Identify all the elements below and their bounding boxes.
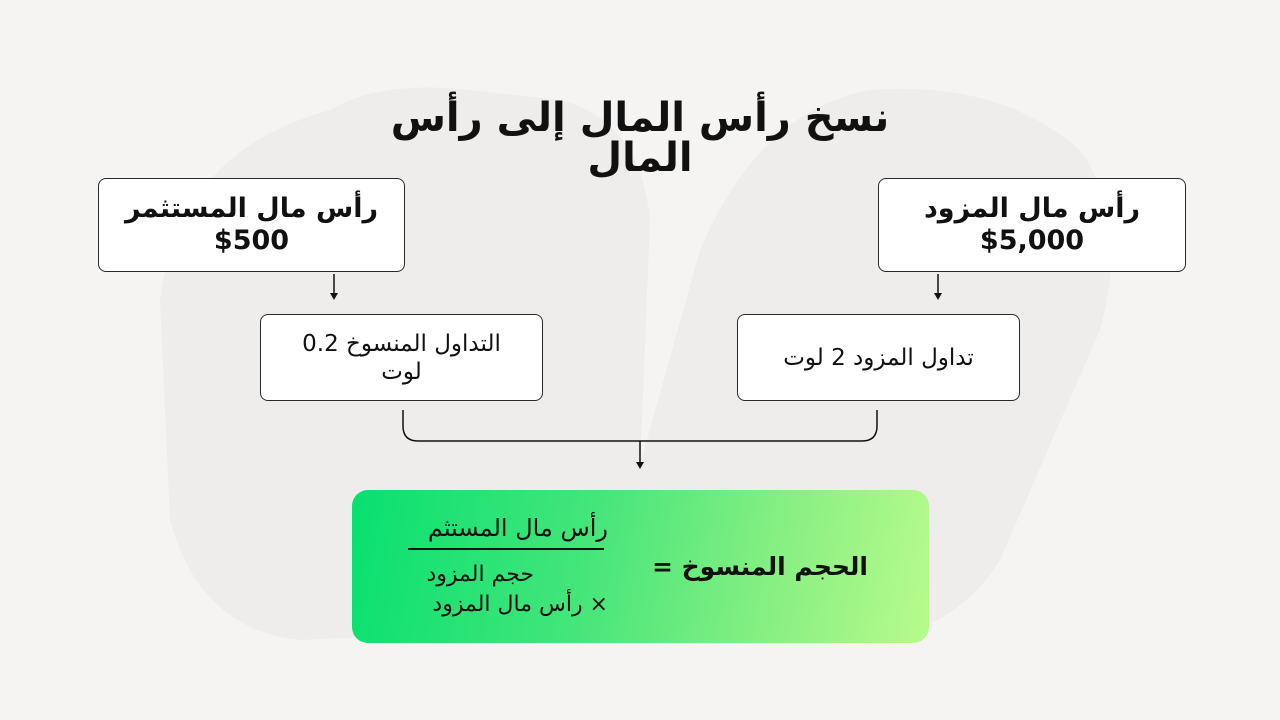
provider-trade-label: تداول المزود 2 لوت: [783, 344, 974, 371]
provider-capital-label: رأس مال المزود 5,000$: [923, 193, 1141, 256]
diagram-title: نسخ رأس المال إلى رأس المال: [390, 95, 890, 181]
copied-volume-label: الحجم المنسوخ =: [651, 552, 868, 581]
formula-numerator: رأس مال المستثم: [427, 514, 608, 542]
investor-capital-label: رأس مال المستثمر 500$: [124, 193, 379, 256]
investor-arrowhead-icon: [330, 293, 338, 300]
formula-denominator-line1: حجم المزود: [426, 562, 534, 587]
merge-arrowhead-icon: [636, 462, 644, 469]
fraction-line: [408, 548, 604, 550]
provider-arrowhead-icon: [934, 293, 942, 300]
copied-trade-label: التداول المنسوخ 0.2 لوت: [302, 330, 501, 385]
formula-denominator-line2: × رأس مال المزود: [432, 592, 608, 617]
merge-bracket: [403, 410, 877, 441]
